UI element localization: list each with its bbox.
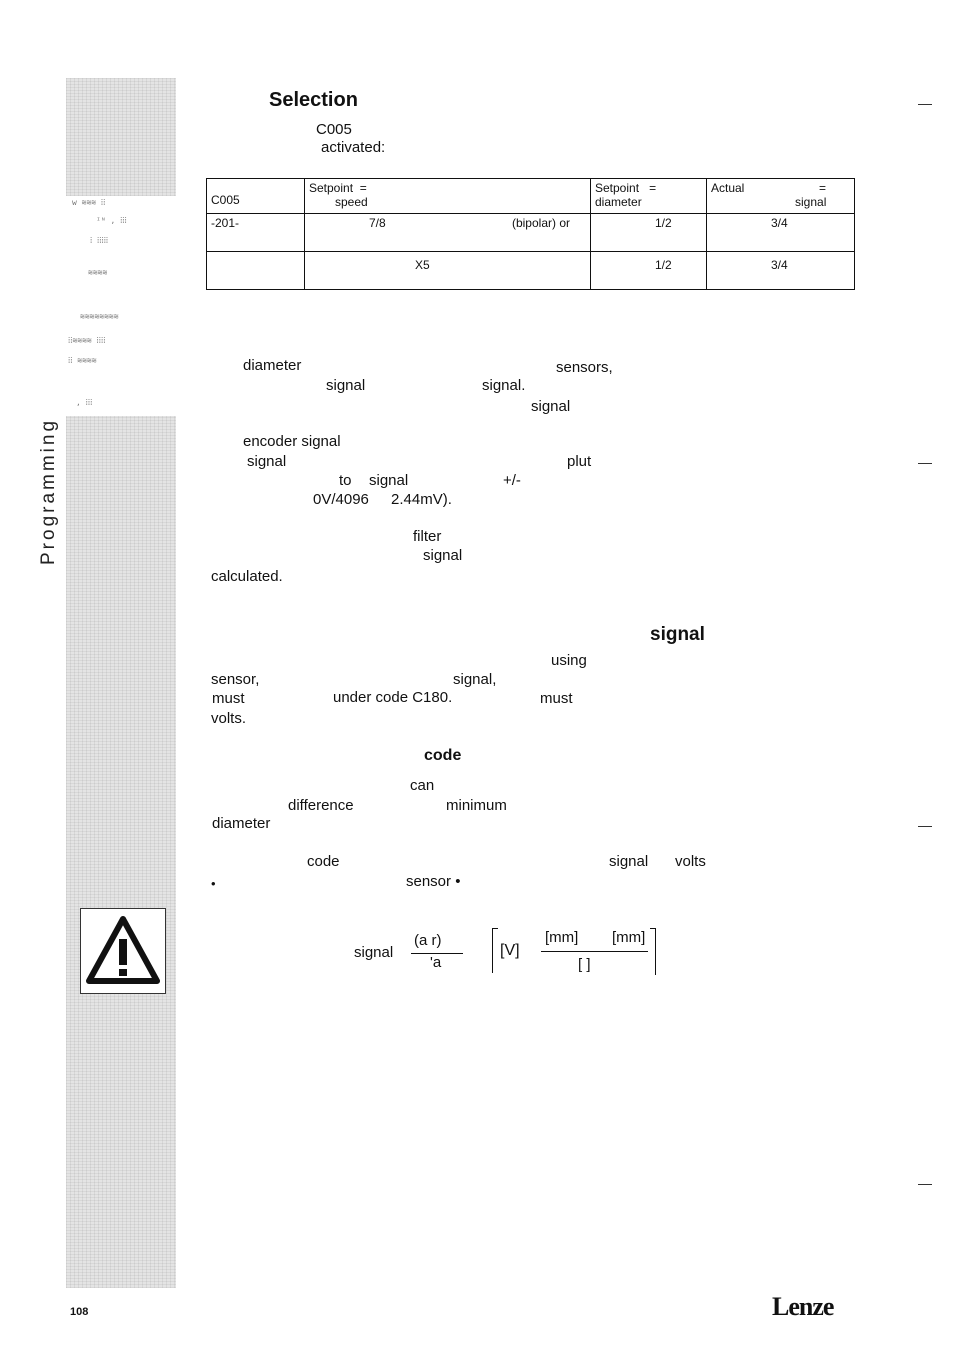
body-text: +/- <box>503 472 521 489</box>
sub-heading: signal <box>650 624 705 645</box>
table-cell: 3/4 <box>707 214 855 252</box>
selection-table <box>206 178 855 290</box>
bullet: • <box>211 876 216 891</box>
body-text: volts. <box>211 710 247 727</box>
body-text: can <box>410 777 435 794</box>
body-text: signal. <box>482 377 526 394</box>
sidebar-label: Programming <box>38 417 59 565</box>
table-cell: X5 <box>305 252 591 290</box>
body-text: 0V/4096 <box>313 491 369 508</box>
margin-tick <box>918 1184 932 1185</box>
body-text: signal <box>326 377 366 394</box>
body-text: 2.44mV). <box>391 491 452 508</box>
table-cell: Setpoint = speed <box>305 179 591 214</box>
section-heading: Selection <box>269 89 358 111</box>
body-text: plut <box>567 453 592 470</box>
body-text: signal <box>609 853 649 870</box>
margin-tick <box>918 104 932 105</box>
body-text: using <box>551 652 587 669</box>
body-text: signal <box>247 453 287 470</box>
table-row <box>207 252 855 290</box>
body-text: difference <box>288 797 354 814</box>
bracket-left <box>492 928 498 973</box>
formula-unit-v: [V] <box>500 942 520 959</box>
formula-unit-mm: [mm] <box>545 929 579 946</box>
body-text: code <box>307 853 340 870</box>
body-text: under code C180. <box>333 689 453 706</box>
body-text: calculated. <box>211 568 283 585</box>
body-text: signal <box>369 472 409 489</box>
table-cell: Actual = signal <box>707 179 855 214</box>
scan-speck: ⁞ ⁞⁞⁞⁞⁞ <box>90 236 109 245</box>
formula-numerator: (a r) <box>414 932 442 949</box>
table-row <box>207 179 855 214</box>
body-text: must <box>540 690 573 707</box>
table-cell: -201- <box>207 214 305 252</box>
code-heading: code <box>424 747 462 764</box>
table-cell: 1/2 <box>591 214 707 252</box>
body-text: to <box>339 472 352 489</box>
table-cell: C005 <box>207 179 305 214</box>
bracket-right <box>650 928 656 975</box>
body-text: encoder signal <box>243 433 341 450</box>
body-text: must <box>212 690 245 707</box>
scan-speck: , ⁞⁞⁞ <box>76 398 93 407</box>
formula-denominator: 'a <box>430 954 442 971</box>
table-row <box>207 214 855 252</box>
table-cell: 3/4 <box>707 252 855 290</box>
table-cell: 1/2 <box>591 252 707 290</box>
scan-speck: ≋≋≋≋≋≋≋≋ <box>80 312 119 321</box>
margin-tick <box>918 463 932 464</box>
formula-signal: signal <box>354 944 394 961</box>
body-text: minimum <box>446 797 507 814</box>
formula-unit-mm: [mm] <box>612 929 646 946</box>
formula-den-bracket: [ ] <box>578 956 591 973</box>
lenze-logo: Lenze <box>772 1292 834 1321</box>
fraction-bar <box>541 951 648 952</box>
page-number: 108 <box>70 1306 89 1318</box>
table-cell: 7/8 (bipolar) or <box>305 214 591 252</box>
body-text: volts <box>675 853 706 870</box>
scan-speck: ⁞⁞ ≋≋≋≋ <box>68 356 97 365</box>
scan-speck: w ≋≋≋ ⁞⁞ <box>72 198 106 207</box>
body-text: sensors, <box>556 359 613 376</box>
table-cell <box>207 252 305 290</box>
body-text: signal <box>423 547 463 564</box>
sidebar-gap <box>66 196 178 416</box>
body-text: diameter <box>243 357 302 374</box>
scan-speck: ⁞⁞≋≋≋≋ ⁞⁞⁞⁞ <box>68 336 106 345</box>
scan-speck: ≋≋≋≋ <box>88 268 108 277</box>
body-text: signal, <box>453 671 497 688</box>
body-text: filter <box>413 528 442 545</box>
activated-line: activated: <box>321 139 386 156</box>
body-text: sensor • <box>406 873 461 890</box>
margin-tick <box>918 826 932 827</box>
warning-icon <box>80 908 166 994</box>
table-cell: Setpoint = diameter <box>591 179 707 214</box>
body-text: sensor, <box>211 671 260 688</box>
scan-speck: ᴵᴺ , ⁞⁞⁞ <box>96 216 127 225</box>
body-text: signal <box>531 398 571 415</box>
code-line: C005 <box>316 121 352 138</box>
body-text: diameter <box>212 815 271 832</box>
